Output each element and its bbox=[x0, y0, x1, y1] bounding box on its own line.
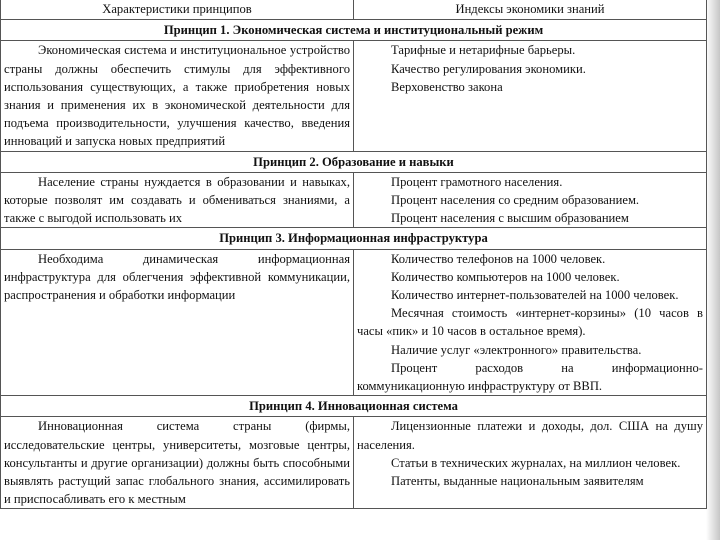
page-edge-shadow bbox=[706, 0, 720, 540]
section-body-row bbox=[1, 41, 707, 151]
characteristics-text: Население страны нуждается в образовании и навыках, которые позволят им создавать и обмениваться знаниями, а также с выгодой использовать их bbox=[4, 174, 350, 226]
section-1-title: Принцип 1. Экономическая система и институциональный режим bbox=[1, 20, 707, 41]
section-4-title: Принцип 4. Инновационная система bbox=[1, 396, 707, 417]
section-title-row bbox=[1, 20, 707, 41]
header-right: Индексы экономики знаний bbox=[354, 0, 707, 20]
header-left: Характеристики принципов bbox=[1, 0, 354, 20]
section-body-row bbox=[1, 172, 707, 228]
section-title-row bbox=[1, 396, 707, 417]
section-3-title: Принцип 3. Информационная инфраструктура bbox=[1, 228, 707, 249]
table-header-row bbox=[1, 0, 707, 20]
index-item: Процент грамотного населения. bbox=[391, 174, 563, 189]
index-item: Патенты, выданные национальным заявителям bbox=[391, 474, 644, 489]
section-4-characteristics bbox=[1, 417, 354, 509]
section-1-indices bbox=[354, 41, 707, 151]
section-3-indices bbox=[354, 249, 707, 396]
index-item: Процент населения с высшим образованием bbox=[391, 211, 629, 226]
index-item: Количество интернет-пользователей на 1000 человек. bbox=[391, 288, 679, 303]
section-2-title: Принцип 2. Образование и навыки bbox=[1, 151, 707, 172]
index-item: Количество телефонов на 1000 человек. bbox=[391, 251, 606, 266]
section-4-indices bbox=[354, 417, 707, 509]
index-item: Месячная стоимость «интернет-корзины» (10 часов в часы «пик» и 10 часов в остальное время). bbox=[357, 306, 703, 339]
index-item: Тарифные и нетарифные барьеры. bbox=[391, 43, 576, 58]
index-item: Процент населения со средним образованием. bbox=[391, 193, 640, 208]
section-2-indices bbox=[354, 172, 707, 228]
section-1-characteristics bbox=[1, 41, 354, 151]
index-item: Количество компьютеров на 1000 человек. bbox=[391, 269, 620, 284]
index-item: Статьи в технических журналах, на миллион человек. bbox=[391, 455, 681, 470]
characteristics-text: Экономическая система и институциональное устройство страны должны обеспечить стимулы для эффективного использования существующих, а также приобретения новых знания и применения их в экономической деятельности для подъема производительности, улучшения качество, введения инноваций и запуска новых предприятий bbox=[4, 43, 350, 149]
index-item: Наличие услуг «электронного» правительства. bbox=[391, 342, 642, 357]
index-item: Качество регулирования экономики. bbox=[391, 61, 586, 76]
index-item: Лицензионные платежи и доходы, дол. США на душу населения. bbox=[357, 419, 703, 452]
index-item: Процент расходов на информационно-коммуникационную инфраструктуру от ВВП. bbox=[357, 360, 703, 394]
characteristics-text: Инновационная система страны (фирмы, исследовательские центры, университеты, мозговые центры, консультанты и другие организации) должны быть способными выявлять растущий запас глобального знания, ассимилировать и приспосабливать его к местным bbox=[4, 419, 350, 507]
section-body-row bbox=[1, 417, 707, 509]
section-title-row bbox=[1, 228, 707, 249]
section-body-row bbox=[1, 249, 707, 396]
section-title-row bbox=[1, 151, 707, 172]
characteristics-text: Необходима динамическая информационная инфраструктура для облегчения эффективной коммуникации, распространения и обработки информации bbox=[4, 251, 350, 303]
section-2-characteristics bbox=[1, 172, 354, 228]
section-3-characteristics bbox=[1, 249, 354, 396]
index-item: Верховенство закона bbox=[391, 79, 503, 94]
